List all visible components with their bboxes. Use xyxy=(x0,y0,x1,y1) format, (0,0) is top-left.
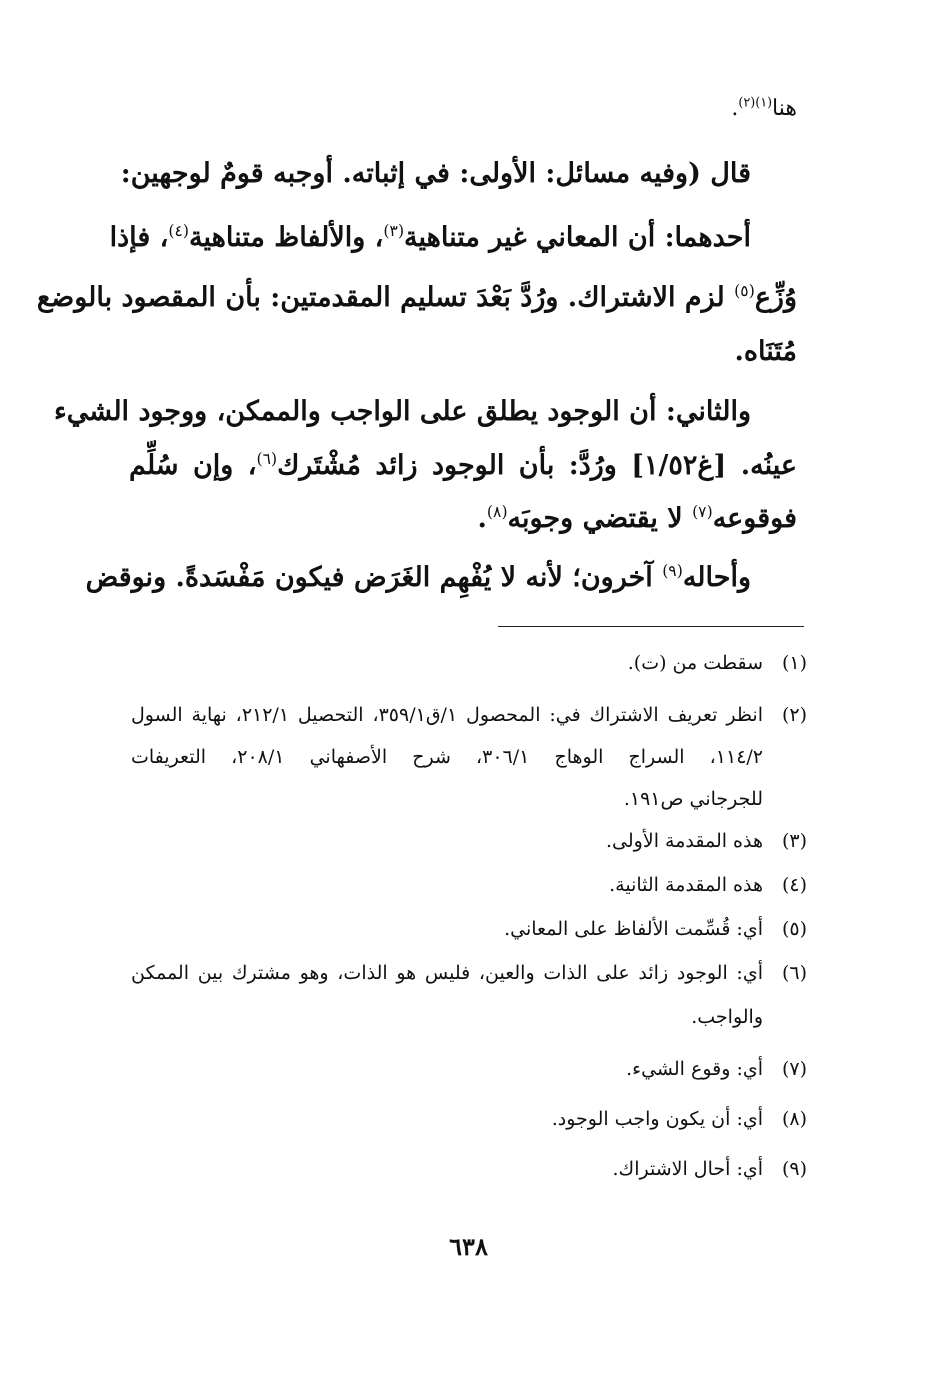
footnote-text: أي: الوجود زائد على الذات والعين، فليس هو الذات، وهو مشترك بين الممكن xyxy=(131,962,763,984)
footnote-1 xyxy=(628,652,807,674)
body-line-3 xyxy=(109,221,751,253)
footnote-text: أي: أن يكون واجب الوجود. xyxy=(551,1108,763,1130)
body-line-3-a: أحدهما: أن المعاني غير متناهية xyxy=(404,222,751,253)
page-number: ٦٣٨ xyxy=(449,1232,488,1261)
body-line-5 xyxy=(734,336,797,367)
footnote-7 xyxy=(626,1058,807,1080)
body-line-5-text: مُتَنَاه. xyxy=(734,336,797,367)
footnote-text: ١١٤/٢، السراج الوهاج ٣٠٦/١، شرح الأصفهاني ٢٠٨/١، التعريفات xyxy=(131,746,764,768)
footnote-number: (٤) xyxy=(781,874,807,896)
footnote-ref: (٣) xyxy=(383,221,405,240)
footnote-9 xyxy=(613,1158,807,1180)
body-line-4-b: لزم الاشتراك. ورُدَّ بَعْدَ تسليم المقدمتين: بأن المقصود بالوضع xyxy=(36,282,735,313)
footnote-ref: (٤) xyxy=(168,221,190,240)
footnote-5 xyxy=(504,918,807,940)
body-line-8-b: لا يقتضي وجوبَه xyxy=(507,503,693,534)
footnote-6 xyxy=(131,962,807,984)
footnote-4 xyxy=(609,874,807,896)
body-line-7-a: عينُه. [غ١/٥٢] ورُدَّ: بأن الوجود زائد مُشْتَرك xyxy=(277,450,797,481)
footnote-text: أي: قُسِّمت الألفاظ على المعاني. xyxy=(504,918,763,940)
body-line-1-tail: . xyxy=(731,96,739,121)
body-line-8 xyxy=(478,503,798,534)
body-line-9 xyxy=(85,561,751,593)
footnote-3 xyxy=(606,830,807,852)
footnote-2-line-3 xyxy=(624,788,763,810)
footnote-number: (٧) xyxy=(781,1058,807,1080)
footnote-2-line-2 xyxy=(131,746,763,768)
footnote-text: أي: وقوع الشيء. xyxy=(626,1058,763,1080)
body-line-4 xyxy=(36,281,797,313)
body-line-8-a: فوقوعه xyxy=(712,503,797,534)
footnote-ref: (٧) xyxy=(692,502,713,521)
footnote-text: هذه المقدمة الثانية. xyxy=(609,874,763,896)
footnote-number: (٥) xyxy=(781,918,807,940)
body-line-6 xyxy=(54,396,751,427)
body-line-9-b: آخرون؛ لأنه لا يُفْهِم الغَرَض فيكون مَفْسَدةً. ونوقض xyxy=(85,562,663,593)
footnote-ref: (٩) xyxy=(662,561,683,580)
footnote-number: (٨) xyxy=(781,1108,807,1130)
body-line-2 xyxy=(121,158,751,189)
footnote-ref: (٥) xyxy=(734,281,755,300)
footnote-ref: (١)(٢) xyxy=(738,95,773,111)
footnote-number: (٦) xyxy=(781,962,807,984)
footnote-text: سقطت من (ت). xyxy=(627,652,763,674)
footnote-ref: (٦) xyxy=(256,449,278,468)
body-line-1 xyxy=(731,96,797,121)
body-line-2-text: قال (وفيه مسائل: الأولى: في إثباته. أوجبه قومٌ لوجهين: xyxy=(120,158,751,189)
footnote-2 xyxy=(131,704,807,726)
footnote-number: (١) xyxy=(781,652,807,674)
footnote-number: (٣) xyxy=(781,830,807,852)
body-line-9-a: وأحاله xyxy=(682,562,751,593)
footnote-text: هذه المقدمة الأولى. xyxy=(606,830,763,852)
body-line-1-text: هنا xyxy=(772,96,797,121)
footnote-separator xyxy=(498,626,804,627)
body-line-6-text: والثاني: أن الوجود يطلق على الواجب والممكن، ووجود الشيء xyxy=(54,396,751,427)
body-line-7-b: ، وإن سُلِّم xyxy=(129,450,257,481)
footnote-number: (٢) xyxy=(781,704,807,726)
footnote-text: والواجب. xyxy=(691,1006,763,1028)
footnote-6-line-2 xyxy=(691,1006,763,1028)
footnote-ref: (٨) xyxy=(486,502,508,521)
body-line-7 xyxy=(129,450,797,481)
footnote-text: للجرجاني ص١٩١. xyxy=(623,788,763,810)
footnote-8 xyxy=(552,1108,807,1130)
body-line-4-a: وُزِّع xyxy=(754,282,797,313)
body-line-3-c: ، فإذا xyxy=(109,222,169,253)
footnote-number: (٩) xyxy=(781,1158,807,1180)
body-line-8-c: . xyxy=(477,503,487,534)
footnote-text: أي: أحال الاشتراك. xyxy=(612,1158,763,1180)
body-line-3-b: ، والألفاظ متناهية xyxy=(189,222,384,253)
footnote-text: انظر تعريف الاشتراك في: المحصول ١/ق٣٥٩/١، التحصيل ٢١٢/١، نهاية السول xyxy=(131,704,763,726)
